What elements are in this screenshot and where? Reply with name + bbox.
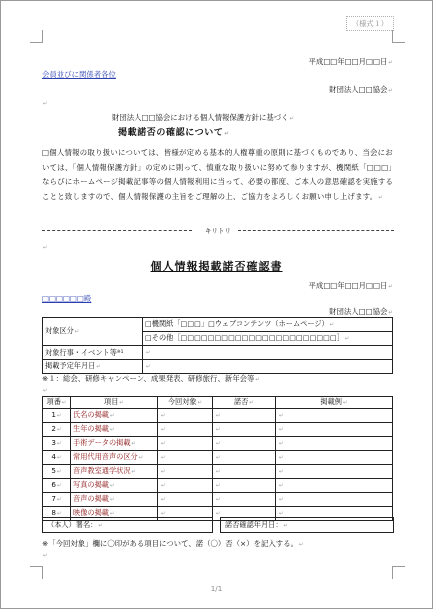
- example-cell[interactable]: [276, 437, 393, 451]
- category-option-line2[interactable]: □その他［□□□□□□□□□□□□□□□□□□□□□□□］ ↵: [143, 332, 393, 346]
- consent-cell[interactable]: [213, 423, 276, 437]
- consent-cell[interactable]: [213, 479, 276, 493]
- event-field[interactable]: [143, 346, 393, 360]
- row-item: 音声教室通学状況 ↵: [71, 465, 158, 479]
- row-no: 1 ↵: [43, 409, 71, 423]
- row-no: 4 ↵: [43, 451, 71, 465]
- signature-label: （本人）署名： ↵: [47, 520, 103, 529]
- footnote-2: ※「今回対象」欄に〇印がある項目について、諾（〇）否（×）を記入する。 ↵: [42, 538, 304, 549]
- table-row: [43, 360, 393, 374]
- cut-line: [42, 226, 394, 235]
- category-option-line1[interactable]: □機関紙「□□□」□ウェブコンテンツ（ホームページ） ↵: [143, 318, 393, 332]
- items-table: [42, 396, 393, 521]
- example-cell[interactable]: [276, 409, 393, 423]
- confirm-date-field[interactable]: [220, 517, 394, 533]
- target-cell[interactable]: [158, 423, 213, 437]
- header-no: 項番 ↵: [43, 397, 71, 409]
- consent-cell[interactable]: [213, 465, 276, 479]
- footnote-1: ※１：総会、研修キャンペーン、成果発表、研修旅行、新年会等 ↵: [42, 373, 260, 384]
- form-title-text: 個人情報掲載諾否確認書: [150, 260, 283, 273]
- form-sender: 財団法人□□協会 ↵: [329, 306, 393, 317]
- letter-title-line2: 掲載諾否の確認について ↵: [118, 125, 230, 138]
- row-no: 3 ↵: [43, 437, 71, 451]
- row-no: 5 ↵: [43, 465, 71, 479]
- table-row: [43, 493, 393, 507]
- row-item: 音声の掲載 ↵: [71, 493, 158, 507]
- category-table: [42, 317, 393, 374]
- crop-mark-bottom-left: [30, 566, 43, 579]
- table-row: [43, 479, 393, 493]
- table-header-row: [43, 397, 393, 409]
- header-example: 掲載例 ↵: [276, 397, 393, 409]
- cut-label: キリトリ: [202, 226, 234, 235]
- letter-sender: 財団法人□□協会 ↵: [329, 84, 393, 95]
- row-no: 6 ↵: [43, 479, 71, 493]
- consent-cell[interactable]: [213, 437, 276, 451]
- planned-date-field[interactable]: [143, 360, 393, 374]
- table-row: [43, 423, 393, 437]
- confirm-date-label: 諾否確認年月日： ↵: [225, 520, 288, 529]
- table-row: [43, 465, 393, 479]
- form-date: 平成□□年□□月□□日 ↵: [309, 280, 393, 291]
- letter-date: 平成□□年□□月□□日 ↵: [309, 56, 393, 67]
- blank-line: [42, 98, 48, 107]
- row-item: 常用代用音声の区分 ↵: [71, 451, 158, 465]
- target-cell[interactable]: [158, 437, 213, 451]
- crop-mark-top-right: [392, 30, 405, 43]
- form-label: （様式１）: [346, 16, 394, 31]
- example-cell[interactable]: [276, 493, 393, 507]
- target-cell[interactable]: [158, 451, 213, 465]
- blank-line: [42, 242, 48, 251]
- row-no: 8 ↵: [43, 507, 71, 521]
- example-cell[interactable]: [276, 423, 393, 437]
- page-number: 1/1: [210, 584, 223, 593]
- form-title: [0, 258, 433, 274]
- form-recipient: □□□□□□殿: [42, 294, 92, 303]
- row-no: 7 ↵: [43, 493, 71, 507]
- letter-title-line1: 財団法人□□協会における個人情報保護方針に基づく ↵: [112, 112, 294, 123]
- header-target: 今回対象 ↵: [158, 397, 213, 409]
- row-item: 手術データの掲載 ↵: [71, 437, 158, 451]
- crop-mark-bottom-right: [392, 566, 405, 579]
- target-cell[interactable]: [158, 465, 213, 479]
- table-row: [43, 437, 393, 451]
- row-item: 写真の掲載 ↵: [71, 479, 158, 493]
- table-row: [43, 409, 393, 423]
- blank-line: [42, 385, 48, 394]
- blank-line: [42, 550, 48, 559]
- row-item: 生年の掲載 ↵: [71, 423, 158, 437]
- row-no: 2 ↵: [43, 423, 71, 437]
- event-label: 対象行事・イベント等$^{※1}$: [43, 346, 143, 360]
- letter-addressee: 会員並びに関係者各位: [42, 70, 116, 79]
- row-item: 氏名の掲載 ↵: [71, 409, 158, 423]
- table-row: [43, 318, 393, 332]
- target-cell[interactable]: [158, 479, 213, 493]
- header-consent: 諾否 ↵: [213, 397, 276, 409]
- consent-cell[interactable]: [213, 451, 276, 465]
- header-item: 項目 ↵: [71, 397, 158, 409]
- letter-body: □個人情報の取り扱いについては、皆様が定める基本的人権尊重の原則に基づくものであり、当会においては、「個人情報保護方針」の定めに則って、慎重な取り扱いに努めて参りますが、機関紙「□□□」ならびにホームページ掲載記事等の個人情報利用に当って、必要の都度、ご本人の意思確認を実施することと致しますので、個人情報保護の主旨をご理解の上、ご協力をよろしくお願い申し上げます。 ↵: [42, 146, 394, 205]
- row-item: 映像の掲載 ↵: [71, 507, 158, 521]
- example-cell[interactable]: [276, 451, 393, 465]
- target-cell[interactable]: [158, 493, 213, 507]
- planned-date-label: 掲載予定年月日 ↵: [43, 360, 143, 374]
- consent-cell[interactable]: [213, 409, 276, 423]
- table-row: [43, 451, 393, 465]
- example-cell[interactable]: [276, 479, 393, 493]
- crop-mark-top-left: [30, 30, 43, 43]
- consent-cell[interactable]: [213, 493, 276, 507]
- signature-field[interactable]: [42, 517, 213, 533]
- event-note-mark: ※1: [116, 350, 124, 355]
- category-label: 対象区分 ↵: [43, 318, 143, 346]
- table-row: [43, 346, 393, 360]
- example-cell[interactable]: [276, 465, 393, 479]
- target-cell[interactable]: [158, 409, 213, 423]
